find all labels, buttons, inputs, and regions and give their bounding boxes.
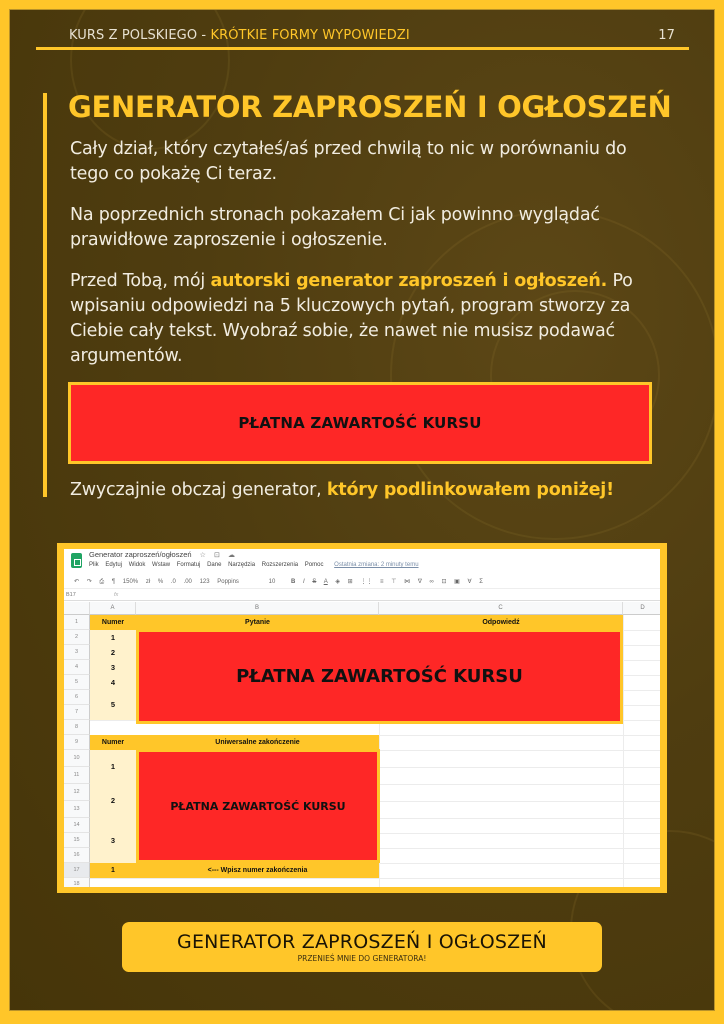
header-cell-numer[interactable]: Numer bbox=[90, 615, 136, 630]
course-name: KURS Z POLSKIEGO - bbox=[69, 28, 211, 43]
paid-content-placeholder: PŁATNA ZAWARTOŚĆ KURSU bbox=[136, 629, 623, 724]
toolbar bbox=[64, 575, 660, 589]
decrease-decimal-button[interactable]: .0 bbox=[170, 579, 176, 585]
gridline bbox=[90, 878, 660, 879]
font-select[interactable]: Poppins bbox=[217, 579, 239, 585]
row-header[interactable]: 4 bbox=[64, 660, 90, 675]
row-header[interactable]: 15 bbox=[64, 833, 90, 848]
paragraph-previous-pages: Na poprzednich stronach pokazałem Ci jak powinno wyglądać prawidłowe zaproszenie i ogłoszenie. bbox=[70, 205, 600, 250]
italic-button[interactable]: I bbox=[302, 579, 305, 585]
merge-cells-icon[interactable]: ⋮⋮ bbox=[360, 579, 373, 585]
filter-icon[interactable]: ∀ bbox=[467, 579, 472, 585]
number-format-select[interactable]: 123 bbox=[199, 579, 210, 585]
text: Zwyczajnie obczaj generator, bbox=[70, 480, 327, 500]
menu-bar bbox=[89, 562, 424, 568]
header-cell-odpowiedz[interactable]: Odpowiedź bbox=[379, 615, 623, 630]
cta-title: GENERATOR ZAPROSZEŃ I OGŁOSZEŃ bbox=[177, 931, 547, 953]
menu-format[interactable]: Formatuj bbox=[176, 562, 201, 568]
header-divider bbox=[36, 47, 689, 50]
menu-data[interactable]: Dane bbox=[207, 562, 222, 568]
row-header[interactable]: 6 bbox=[64, 690, 90, 705]
doc-title[interactable]: Generator zaproszeń/ogłoszeń bbox=[89, 550, 192, 559]
cta-subtitle: PRZENIEŚ MNIE DO GENERATORA! bbox=[297, 954, 427, 963]
section-name: KRÓTKIE FORMY WYPOWIEDZI bbox=[210, 28, 410, 43]
row-header[interactable]: 10 bbox=[64, 750, 90, 767]
menu-tools[interactable]: Narzędzia bbox=[228, 562, 256, 568]
paragraph-link-hint bbox=[70, 478, 670, 503]
row-header[interactable]: 1 bbox=[64, 615, 90, 630]
menu-help[interactable]: Pomoc bbox=[304, 562, 324, 568]
paragraph-intro: Cały dział, który czytałeś/aś przed chwilą to nic w porównaniu do tego co pokażę Ci teraz. bbox=[70, 139, 627, 184]
header-cell-zakonczenie[interactable]: Uniwersalne zakończenie bbox=[136, 735, 379, 750]
cloud-status-icon[interactable]: ☁ bbox=[228, 552, 235, 559]
text-rotation-icon[interactable]: ∇ bbox=[417, 579, 422, 585]
header-cell-pytanie[interactable]: Pytanie bbox=[136, 615, 379, 630]
column-header-a[interactable]: A bbox=[90, 602, 136, 615]
number-cell[interactable]: 3 bbox=[90, 660, 136, 675]
row-header[interactable]: 14 bbox=[64, 818, 90, 833]
insert-chart-icon[interactable]: ▣ bbox=[454, 579, 460, 585]
ending-input-hint: <--- Wpisz numer zakończenia bbox=[136, 863, 379, 878]
number-cell[interactable]: 1 bbox=[90, 750, 136, 784]
paint-format-icon[interactable]: ¶ bbox=[111, 579, 116, 585]
highlight-text: który podlinkowałem poniżej! bbox=[326, 480, 614, 500]
row-header[interactable]: 18 bbox=[64, 878, 90, 887]
gridline bbox=[623, 615, 624, 887]
row-header[interactable]: 11 bbox=[64, 767, 90, 784]
doc-title-row bbox=[89, 550, 235, 559]
move-folder-icon[interactable]: ⊡ bbox=[214, 552, 220, 559]
row-header[interactable]: 12 bbox=[64, 784, 90, 801]
text: Po wpisaniu odpowiedzi na 5 kluczowych pytań, program stworzy za Ciebie cały tekst. Wyobraź sobie, że nawet nie musisz podawać argumentów. bbox=[70, 271, 633, 366]
row-header[interactable]: 9 bbox=[64, 735, 90, 750]
horizontal-align-icon[interactable]: ≡ bbox=[380, 579, 384, 585]
column-header-d[interactable]: D bbox=[623, 602, 660, 615]
paid-content-placeholder: PŁATNA ZAWARTOŚĆ KURSU bbox=[136, 749, 380, 863]
spreadsheet bbox=[64, 549, 660, 887]
ending-number-input[interactable]: 1 bbox=[90, 863, 136, 878]
insert-comment-icon[interactable]: ⊡ bbox=[441, 579, 447, 585]
column-header-b[interactable]: B bbox=[136, 602, 379, 615]
row-header[interactable]: 5 bbox=[64, 675, 90, 690]
fill-color-icon[interactable]: ◈ bbox=[335, 579, 340, 585]
select-all-corner[interactable] bbox=[64, 602, 90, 615]
font-size-select[interactable]: 10 bbox=[268, 579, 276, 585]
page-title: GENERATOR ZAPROSZEŃ I OGŁOSZEŃ bbox=[68, 90, 672, 124]
percent-button[interactable]: % bbox=[157, 579, 164, 585]
bold-button[interactable]: B bbox=[290, 579, 296, 585]
text-color-button[interactable]: A bbox=[323, 579, 328, 585]
row-header-selected[interactable]: 17 bbox=[64, 863, 90, 878]
text: Przed Tobą, mój bbox=[70, 271, 211, 291]
strikethrough-button[interactable]: S bbox=[312, 579, 317, 585]
increase-decimal-button[interactable]: .00 bbox=[183, 579, 192, 585]
name-box[interactable]: B17 bbox=[66, 592, 76, 598]
currency-button[interactable]: zł bbox=[145, 579, 151, 585]
paragraph-generator bbox=[70, 269, 650, 369]
go-to-generator-button[interactable] bbox=[122, 922, 602, 972]
print-icon[interactable]: ⎙ bbox=[99, 579, 105, 585]
borders-icon[interactable]: ⊞ bbox=[347, 579, 353, 585]
sheets-titlebar bbox=[64, 549, 660, 575]
row-header[interactable]: 16 bbox=[64, 848, 90, 863]
formula-bar bbox=[64, 589, 660, 601]
row-header[interactable]: 7 bbox=[64, 705, 90, 720]
row-header[interactable]: 8 bbox=[64, 720, 90, 735]
menu-view[interactable]: Widok bbox=[128, 562, 146, 568]
column-header-c[interactable]: C bbox=[379, 602, 623, 615]
row-header[interactable]: 13 bbox=[64, 801, 90, 818]
paid-content-placeholder: PŁATNA ZAWARTOŚĆ KURSU bbox=[68, 382, 652, 464]
row-header[interactable]: 2 bbox=[64, 630, 90, 645]
spreadsheet-screenshot bbox=[57, 543, 667, 893]
accent-bar bbox=[43, 93, 47, 497]
sheets-logo-icon bbox=[71, 553, 82, 568]
header-cell-numer[interactable]: Numer bbox=[90, 735, 136, 750]
page-number: 17 bbox=[658, 28, 675, 43]
number-cell[interactable]: 2 bbox=[90, 645, 136, 660]
insert-link-icon[interactable]: ∞ bbox=[429, 579, 434, 585]
menu-file[interactable]: Plik bbox=[89, 562, 99, 568]
menu-extensions[interactable]: Rozszerzenia bbox=[261, 562, 299, 568]
zoom-select[interactable]: 150% bbox=[122, 579, 139, 585]
highlight-text: autorski generator zaproszeń i ogłoszeń. bbox=[210, 271, 608, 291]
menu-edit[interactable]: Edytuj bbox=[105, 562, 123, 568]
undo-icon[interactable]: ↶ bbox=[74, 579, 80, 585]
row-header[interactable]: 3 bbox=[64, 645, 90, 660]
functions-icon[interactable]: Σ bbox=[479, 579, 483, 585]
last-edit-link[interactable]: Ostatnia zmiana: 2 minuty temu bbox=[334, 562, 419, 568]
vertical-align-icon[interactable]: ⊤ bbox=[391, 579, 397, 585]
number-cell[interactable]: 2 bbox=[90, 784, 136, 818]
fx-icon: fx bbox=[114, 592, 119, 598]
number-cell[interactable]: 3 bbox=[90, 818, 136, 863]
redo-icon[interactable]: ↷ bbox=[86, 579, 92, 585]
number-cell[interactable]: 5 bbox=[90, 690, 136, 720]
star-icon[interactable]: ☆ bbox=[199, 552, 206, 559]
number-cell[interactable]: 4 bbox=[90, 675, 136, 690]
text-wrap-icon[interactable]: ⋈ bbox=[404, 579, 411, 585]
menu-insert[interactable]: Wstaw bbox=[152, 562, 171, 568]
number-cell[interactable]: 1 bbox=[90, 630, 136, 645]
